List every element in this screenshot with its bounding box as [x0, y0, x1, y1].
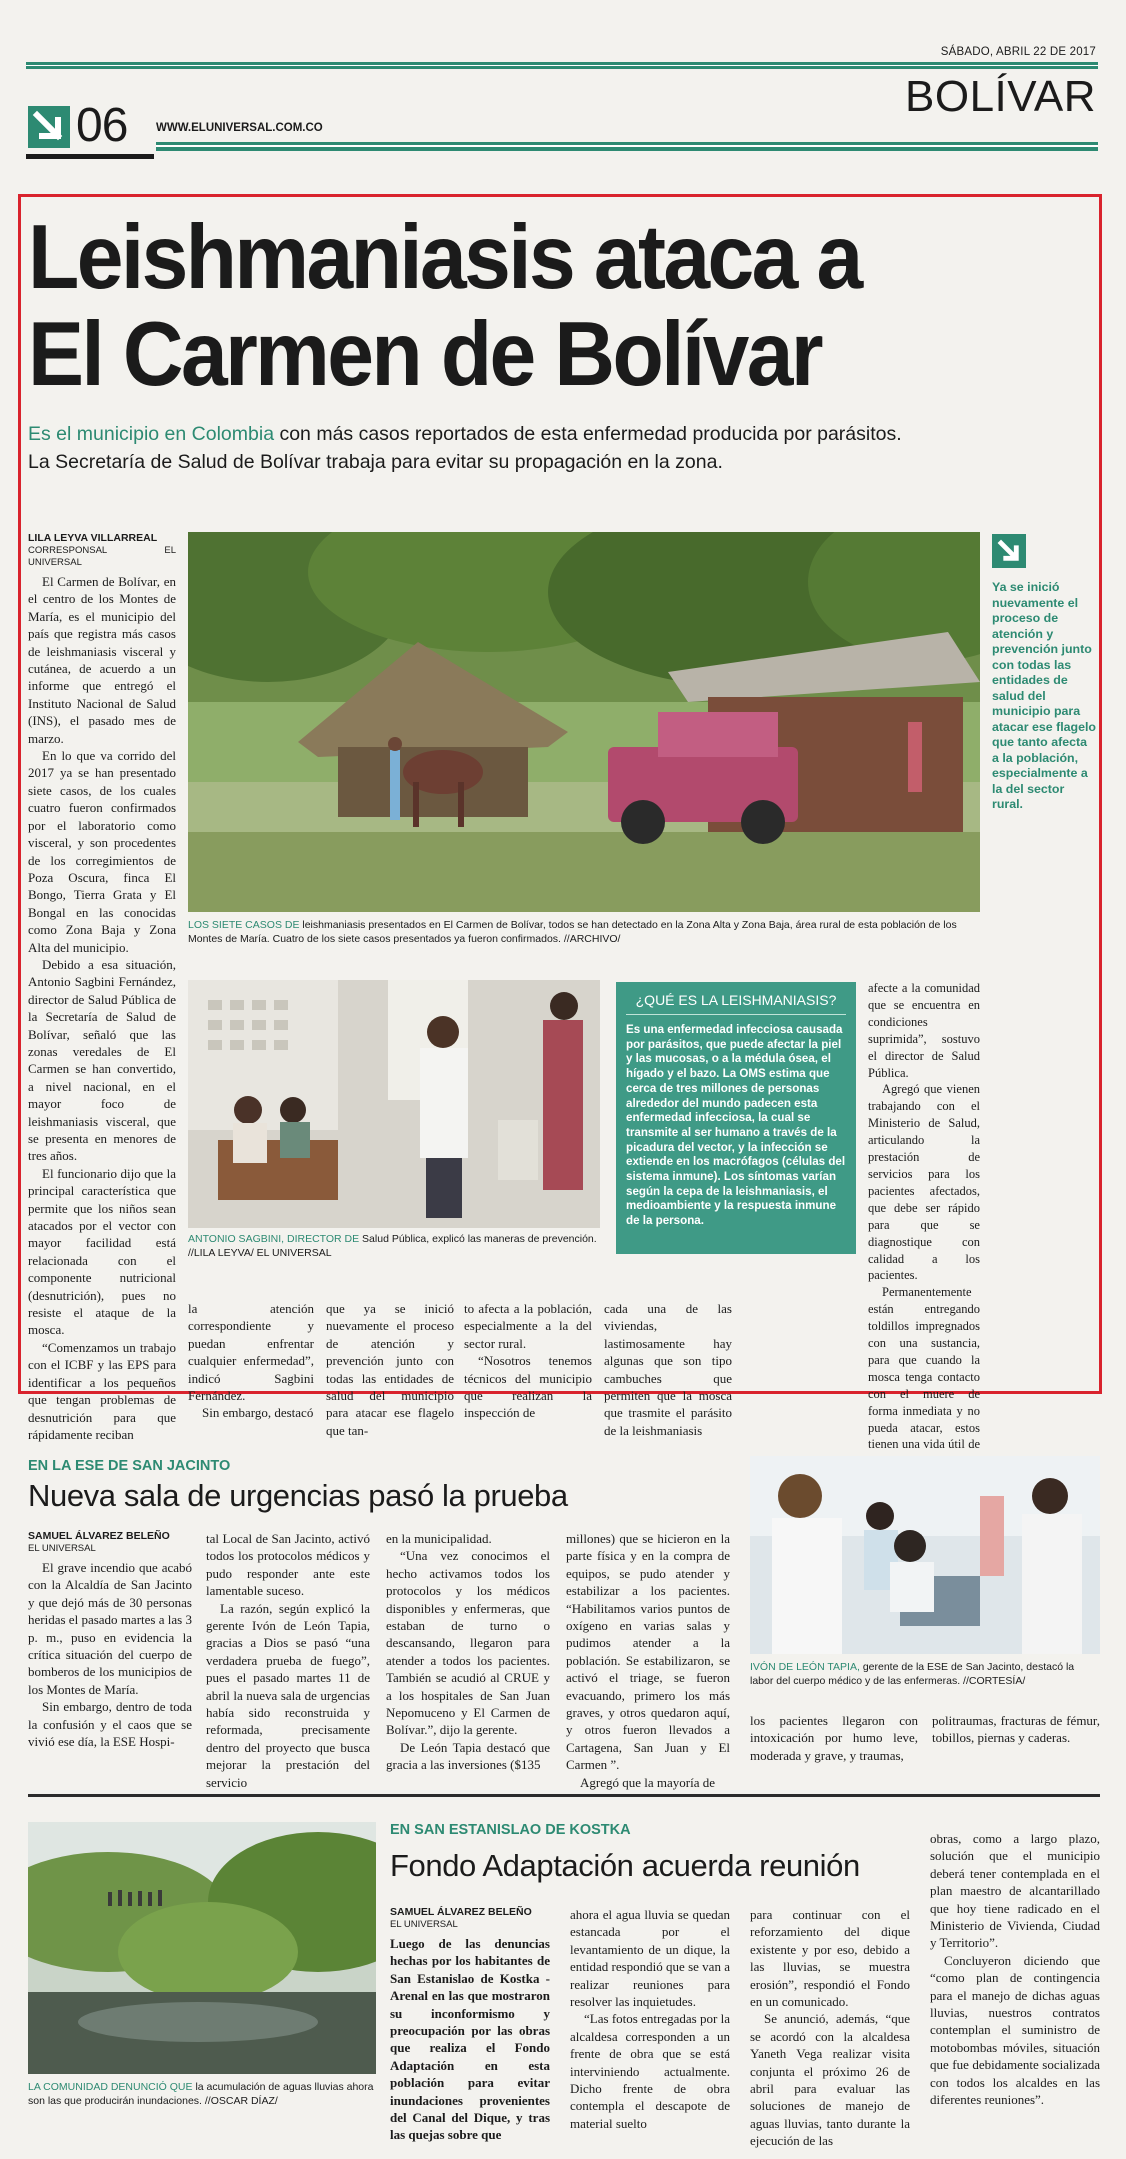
- main-column-4: [464, 1300, 592, 1422]
- author-name: SAMUEL ÁLVAREZ BELEÑO: [28, 1530, 170, 1542]
- caption-text: Salud Pública, explicó las maneras de prevención. //LILA LEYVA/ EL UNIVERSAL: [188, 1233, 597, 1259]
- author-role: CORRESPONSAL EL UNIVERSAL: [28, 545, 176, 568]
- headline-line-2: El Carmen de Bolívar: [28, 303, 821, 405]
- author-role: EL UNIVERSAL: [28, 1543, 96, 1554]
- paragraph: “Las fotos entregadas por la alcaldesa corresponden a un frente de obra que se está interviniendo actualmente. Dicho frente de obra contempla el descapote de material suelto: [570, 2011, 730, 2131]
- paragraph: Agregó que vienen trabajando con el Ministerio de Salud, articulando la prestación de servicios para los pacientes afectados, que debe ser rápido para que se diagnostique con calidad a los pacientes.: [868, 1082, 980, 1283]
- headline: [28, 205, 861, 405]
- caption-lead: ANTONIO SAGBINI, DIRECTOR DE: [188, 1233, 360, 1245]
- header-rule-top: [26, 62, 1098, 69]
- story3-kicker: EN SAN ESTANISLAO DE KOSTKA: [390, 1822, 631, 1838]
- paragraph: millones) que se hicieron en la parte física y en la compra de equipos, se pudo atender y estabilizar a los pacientes. “Habilitamos varios puntos de oxígeno en varias salas y pudimos atender a la población. Se estabilizaron, se activó el triage, se fueron evacuando, primero los más graves, y otros quedaron aquí, y otros fueron llevados a Cartagena, San Juan y El Carmen ”.: [566, 1531, 730, 1773]
- author-name: SAMUEL ÁLVAREZ BELEÑO: [390, 1906, 532, 1918]
- paragraph: Permanentemente están entregando toldillos impregnados con una sustancia, para que cuando la mosca tenga contacto con el muere de forma inmediata y no pueda atacar, estos tienen una vida útil de: [868, 1285, 980, 1452]
- paragraph: Sin embargo, dentro de toda la confusión y el caos que se vivió ese día, la ESE Hospi-: [28, 1699, 192, 1750]
- info-box-title: ¿QUÉ ES LA LEISHMANIASIS?: [626, 992, 846, 1015]
- paragraph: afecte a la comunidad que se encuentra en condiciones suprimida”, sostuvo el director de Salud Pública.: [868, 981, 980, 1080]
- paragraph: Concluyeron diciendo que “como plan de contingencia para el manejo de dichas aguas lluvias, nuestros contratos contemplan el suministro de motobombas móviles, situación que fue debidamente socializada con todos los alcaldes en las diferentes reuniones”.: [930, 1952, 1100, 2108]
- story2-column-3: [386, 1530, 550, 1774]
- photo-rural-caption: [188, 918, 980, 946]
- paragraph: ahora el agua lluvia se quedan estancada por el levantamiento de un dique, la entidad respondió que se van a realizar reuniones para resolver las inquietudes.: [570, 1907, 730, 2010]
- story2-column-2: [206, 1530, 370, 1791]
- story3-headline: Fondo Adaptación acuerda reunión: [390, 1848, 860, 1883]
- section-divider: [28, 1794, 1100, 1797]
- paragraph: Agregó que la mayoría de: [580, 1774, 716, 1790]
- caption-text: la acumulación de aguas lluvias ahora son las que producirán inundaciones. //OSCAR DÍAZ/: [28, 2081, 374, 2107]
- story2-headline: Nueva sala de urgencias pasó la prueba: [28, 1478, 568, 1513]
- caption-lead: LA COMUNIDAD DENUNCIÓ QUE: [28, 2081, 193, 2093]
- paragraph: tal Local de San Jacinto, activó todos los protocolos médicos y pudo responder ante este lamentable suceso.: [206, 1531, 370, 1599]
- paragraph: los pacientes llegaron con intoxicación por humo leve, moderada y grave, y traumas,: [750, 1713, 918, 1763]
- paragraph: El funcionario dijo que la principal característica que permite que los niños sean atacados por el vector con mayor facilidad está relacionada con el componente nutricional (desnutrición), pues no resiste el ataque de la mosca.: [28, 1165, 176, 1338]
- paragraph: Se anunció, además, “que se acordó con la alcaldesa Yaneth Vega realizar visita conjunta el próximo 26 de abril para evaluar las soluciones de manejo de aguas lluvias, tanto durante la ejecución de las: [750, 2011, 910, 2149]
- deck-line-2: La Secretaría de Salud de Bolívar trabaja para evitar su propagación en la zona.: [28, 451, 723, 473]
- story2-column-6: [932, 1712, 1100, 1747]
- story3-column-3: [750, 1906, 910, 2150]
- headline-line-1: Leishmaniasis ataca a: [28, 205, 861, 308]
- page-number: 06: [76, 99, 128, 152]
- main-column-3: [326, 1300, 454, 1439]
- caption-lead: IVÓN DE LEÓN TAPIA,: [750, 1661, 860, 1673]
- paragraph: La razón, según explicó la gerente Ivón de León Tapia, gracias a Dios se pasó “una verdadera prueba de fuego”, pues el pasado martes 11 de abril la nueva sala de urgencias había sido reconstruida y reformada, precisamente dentro del proyecto que busca mejorar la prestación del servicio: [206, 1600, 370, 1790]
- main-column-1: [28, 532, 176, 1443]
- sidebar-note: Ya se inició nuevamente el proceso de atención y prevención junto con todas las entidades de salud del municipio para atacar ese flagelo que tanto afecta a la población, especialmente a la del sector rural.: [992, 580, 1097, 811]
- paragraph: to afecta a la población, especialmente a la del sector rural.: [464, 1301, 592, 1351]
- photo-flooded-field: [28, 1822, 376, 2074]
- story2-column-4: [566, 1530, 730, 1791]
- deck: [28, 420, 1088, 476]
- paragraph: politraumas, fracturas de fémur, tobillos, piernas y caderas.: [932, 1713, 1100, 1746]
- deck-highlight: Es el municipio en Colombia: [28, 423, 275, 445]
- story2-kicker: EN LA ESE DE SAN JACINTO: [28, 1458, 231, 1474]
- info-box-text: Es una enfermedad infecciosa causada por parásitos, que puede afectar la piel y las mucosas, o a la médula ósea, el hígado y el bazo. La OMS estima que cerca de tres millones de personas alrededor del mundo padecen esta enfermedad infecciosa, la cual se transmite al ser humano a través de la picadura del vector, y la infección se extiende en los macrófagos (células del sistema inmune). Los síntomas varían según la cepa de la leishmaniasis, el medioambiente y la respuesta inmune de la persona.: [626, 1023, 846, 1228]
- page-number-box: [26, 100, 154, 156]
- paragraph: Sin embargo, destacó: [202, 1405, 314, 1421]
- section-title: BOLÍVAR: [905, 72, 1096, 121]
- caption-text: leishmaniasis presentados en El Carmen de Bolívar, todos se han detectado en la Zona Alta y Zona Baja, área rural de esta población de los Montes de María. Cuatro de los siete casos presentados ya fueron confirmados. //ARCHIVO/: [188, 919, 957, 945]
- arrow-down-right-icon: [28, 106, 70, 148]
- header-underline-black: [26, 154, 154, 159]
- story2-photo-caption: [750, 1660, 1100, 1688]
- paragraph: la atención correspondiente y puedan enfrentar cualquier enfermedad”, indicó Sagbini Fernández.: [188, 1301, 314, 1404]
- caption-text: gerente de la ESE de San Jacinto, destacó la labor del cuerpo médico y de las enfermeras. //CORTESÍA/: [750, 1661, 1075, 1687]
- story3-column-4: [930, 1830, 1100, 2109]
- paragraph: El grave incendio que acabó con la Alcaldía de San Jacinto y que dejó más de 30 personas heridas el pasado martes a las 3 p. m., puso en evidencia la crítica situación del cuerpo de bomberos de los municipios de los Montes de María.: [28, 1560, 192, 1697]
- author-role: EL UNIVERSAL: [390, 1919, 458, 1930]
- paragraph: que ya se inició nuevamente el proceso de atención y prevención junto con todas las entidades de salud del municipio para atacar ese flagelo que tan-: [326, 1301, 454, 1438]
- paragraph: “Comenzamos un trabajo con el ICBF y las EPS para identificar a los pequeños que tengan problemas de desnutrición para que rápidamente reciban: [28, 1339, 176, 1442]
- story3-photo-caption: [28, 2080, 376, 2108]
- photo-hospital-staff: [750, 1456, 1100, 1654]
- paragraph: Debido a esa situación, Antonio Sagbini Fernández, director de Salud Pública de la Secretaría de Salud de Bolívar, señaló que las zonas veredales de El Carmen se han convertido, a nivel nacional, en el mayor foco de leishmaniasis visceral, que se presenta en menores de tres años.: [28, 956, 176, 1164]
- deck-line-1: con más casos reportados de esta enfermedad producida por parásitos.: [274, 423, 902, 445]
- story3-column-1: [390, 1906, 550, 2144]
- story3-column-2: [570, 1906, 730, 2132]
- paragraph: El Carmen de Bolívar, en el centro de los Montes de María, es el municipio del país que registra más casos de leishmaniasis visceral y cutánea, de acuerdo a un informe que entregó el Instituto Nacional de Salud (INS), el pasado mes de marzo.: [28, 574, 176, 746]
- paragraph: cada una de las viviendas, lastimosamente hay algunas que son tipo cambuches que permiten que la mosca que trasmite el parásito de la leishmaniasis: [604, 1301, 732, 1438]
- story2-column-5: [750, 1712, 918, 1764]
- arrow-down-right-icon: [992, 534, 1026, 568]
- paragraph: en la municipalidad.: [386, 1531, 492, 1546]
- story2-column-1: [28, 1530, 192, 1750]
- page-date: SÁBADO, ABRIL 22 DE 2017: [940, 46, 1096, 58]
- main-column-right: [868, 980, 980, 1521]
- paragraph: obras, como a largo plazo, solución que el municipio deberá tener contemplada en el plan maestro de alcantarillado que hoy tiene radicado en el Ministerio de Vivienda, Ciudad y Territorio”.: [930, 1831, 1100, 1951]
- caption-lead: LOS SIETE CASOS DE: [188, 919, 300, 931]
- website-url[interactable]: WWW.ELUNIVERSAL.COM.CO: [156, 122, 323, 134]
- paragraph: Luego de las denuncias hechas por los habitantes de San Estanislao de Kostka - Arenal en las que mostraron su inconformismo y preocupación por las obras que realiza el Fondo Adaptación en esta población para evitar inundaciones provenientes del Canal del Dique, y tras las quejas sobre que: [390, 1936, 550, 2143]
- paragraph: “Una vez conocimos el hecho activamos todos los protocolos y los médicos disponibles y enfermeras, que estaban de turno o descansando, llegaron para atender a todos los pacientes. También se acudió al CRUE y a los hospitales de San Juan Nepomuceno y El Carmen de Bolívar.”, dijo la gerente.: [386, 1548, 550, 1738]
- photo-rural-scene: [188, 532, 980, 912]
- info-box: [616, 982, 856, 1254]
- paragraph: “Nosotros tenemos técnicos del municipio que realizan la inspección de: [464, 1353, 592, 1421]
- paragraph: para continuar con el reforzamiento del dique existente y por eso, debido a las lluvias, se muestra erosión”, respondió el Fondo en un comunicado.: [750, 1907, 910, 2010]
- main-column-5: [604, 1300, 732, 1439]
- header-rule-bottom: [156, 142, 1098, 151]
- paragraph: En lo que va corrido del 2017 ya se han presentado siete casos, de los cuales cuatro fueron confirmados por el laboratorio como visceral, y son procedentes de los corregimientos de Poza Oscura, finca El Bongo, Tierra Grata y El Bongal en las conocidas como Zona Baja y Zona Alta del municipio.: [28, 748, 176, 955]
- photo-meeting: [188, 980, 600, 1228]
- main-column-2: [188, 1300, 314, 1422]
- author-name: LILA LEYVA VILLARREAL: [28, 532, 158, 544]
- paragraph: De León Tapia destacó que gracia a las inversiones ($135: [386, 1739, 550, 1773]
- photo-meeting-caption: [188, 1232, 598, 1260]
